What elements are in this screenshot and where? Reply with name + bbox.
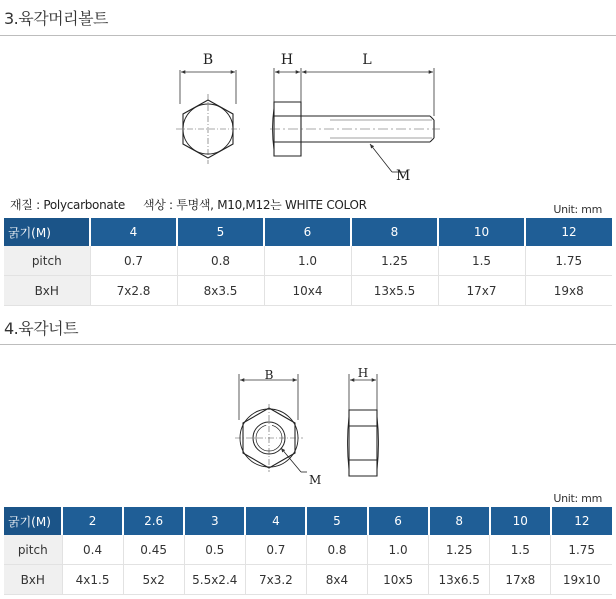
hex-nut-drawing <box>225 360 395 490</box>
unit-label: Unit: mm <box>553 492 602 505</box>
bolt-spec-table <box>4 218 612 306</box>
table-cell: 0.7 <box>90 246 177 276</box>
color-label: 색상 : 투명색, M10,M12는 WHITE COLOR <box>142 198 367 212</box>
dim-label-b: B <box>202 52 214 68</box>
material-note <box>10 196 367 213</box>
table-cell: 8x4 <box>306 565 367 595</box>
table-cell: 5x2 <box>123 565 184 595</box>
table-cell: 0.45 <box>123 535 184 565</box>
table-cell: 19x8 <box>525 276 612 306</box>
dim-label-h: H <box>280 52 294 68</box>
header-cell: 굵기(M) <box>4 507 62 535</box>
table-cell: 0.7 <box>245 535 306 565</box>
header-cell: 6 <box>368 507 429 535</box>
dim-label-h: H <box>357 366 369 380</box>
table-cell: 13x5.5 <box>351 276 438 306</box>
table-cell: 10x4 <box>264 276 351 306</box>
table-cell: 8x3.5 <box>177 276 264 306</box>
header-cell: 10 <box>490 507 551 535</box>
table-cell: 1.5 <box>490 535 551 565</box>
header-cell: 8 <box>351 218 438 246</box>
table-cell: 0.4 <box>62 535 123 565</box>
table-row <box>4 565 612 595</box>
table-cell: 1.5 <box>438 246 525 276</box>
section-title-bolt: 3.육각머리볼트 <box>4 9 109 28</box>
header-cell: 5 <box>177 218 264 246</box>
table-row <box>4 246 612 276</box>
table-cell: 1.25 <box>351 246 438 276</box>
table-cell: 1.75 <box>525 246 612 276</box>
table-header-row <box>4 218 612 246</box>
row-label: pitch <box>4 535 62 565</box>
table-cell: 0.8 <box>177 246 264 276</box>
table-cell: 4x1.5 <box>62 565 123 595</box>
header-cell: 2 <box>62 507 123 535</box>
table-cell: 1.25 <box>429 535 490 565</box>
header-cell: 4 <box>245 507 306 535</box>
table-header-row <box>4 507 612 535</box>
section-divider <box>0 35 616 36</box>
table-cell: 17x8 <box>490 565 551 595</box>
row-label: BxH <box>4 276 90 306</box>
header-cell: 6 <box>264 218 351 246</box>
section-title-nut: 4.육각너트 <box>4 319 79 338</box>
dim-label-b: B <box>264 368 274 382</box>
table-cell: 5.5x2.4 <box>184 565 245 595</box>
table-cell: 0.5 <box>184 535 245 565</box>
table-cell: 17x7 <box>438 276 525 306</box>
section-divider <box>0 344 616 345</box>
table-cell: 19x10 <box>551 565 612 595</box>
dim-label-m: M <box>396 168 411 184</box>
header-cell: 4 <box>90 218 177 246</box>
row-label: BxH <box>4 565 62 595</box>
hex-bolt-drawing <box>170 44 450 194</box>
header-cell: 12 <box>525 218 612 246</box>
table-cell: 10x5 <box>368 565 429 595</box>
header-cell: 3 <box>184 507 245 535</box>
table-row <box>4 535 612 565</box>
header-cell: 10 <box>438 218 525 246</box>
table-cell: 7x2.8 <box>90 276 177 306</box>
material-label: 재질 : Polycarbonate <box>10 198 125 212</box>
header-cell: 굵기(M) <box>4 218 90 246</box>
row-label: pitch <box>4 246 90 276</box>
header-cell: 12 <box>551 507 612 535</box>
header-cell: 8 <box>429 507 490 535</box>
table-cell: 1.0 <box>264 246 351 276</box>
header-cell: 5 <box>306 507 367 535</box>
header-cell: 2.6 <box>123 507 184 535</box>
nut-spec-table <box>4 507 612 595</box>
unit-label: Unit: mm <box>553 203 602 216</box>
table-cell: 0.8 <box>306 535 367 565</box>
table-cell: 1.0 <box>368 535 429 565</box>
dim-label-m: M <box>309 473 322 487</box>
table-cell: 7x3.2 <box>245 565 306 595</box>
dim-label-l: L <box>362 52 372 68</box>
table-row <box>4 276 612 306</box>
table-cell: 1.75 <box>551 535 612 565</box>
table-cell: 13x6.5 <box>429 565 490 595</box>
